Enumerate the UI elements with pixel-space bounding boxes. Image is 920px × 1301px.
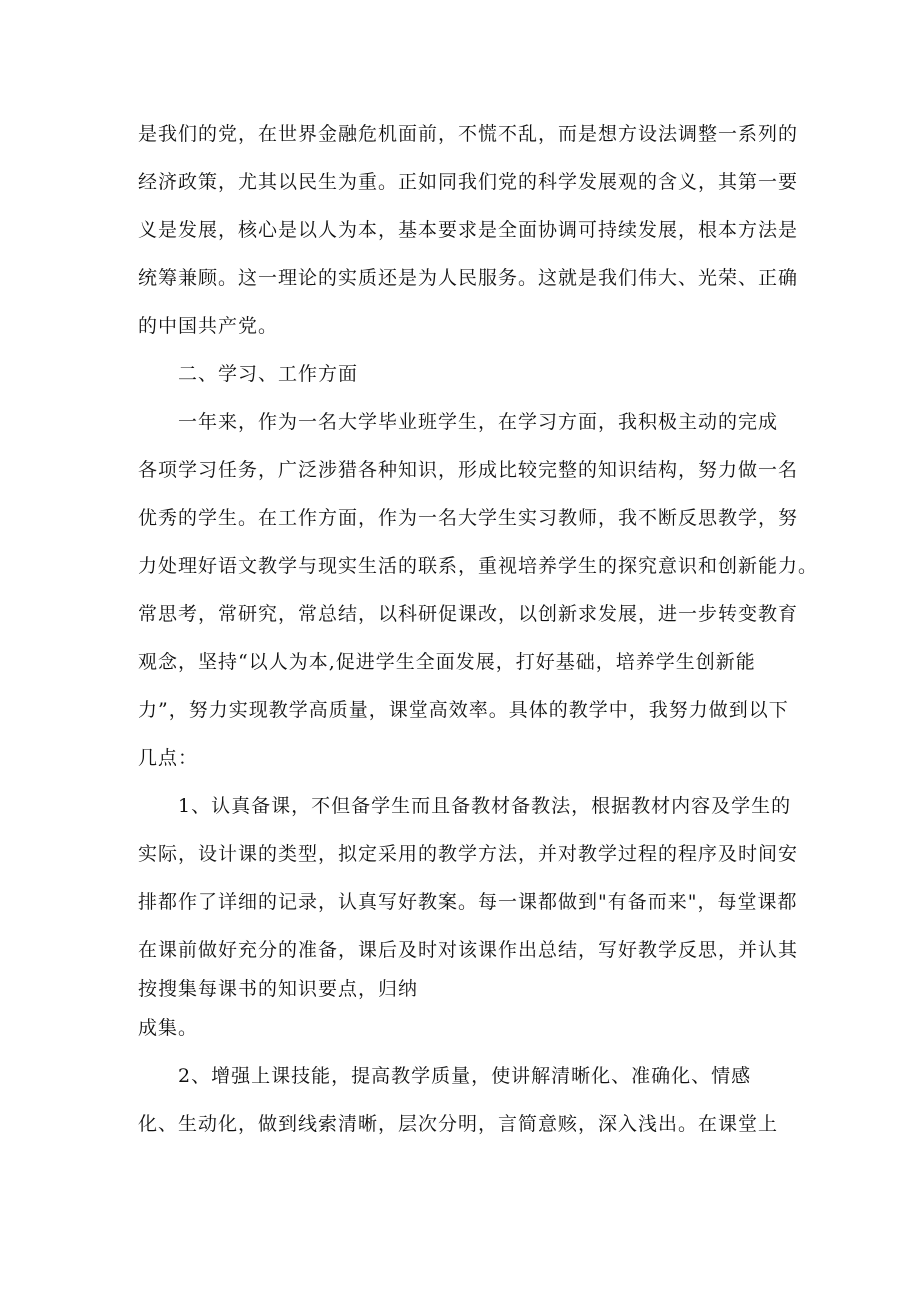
text-line: 力”，努力实现教学高质量，课堂高效率。具体的教学中，我努力做到以下 xyxy=(138,699,789,721)
text-line: 经济政策，尤其以民生为重。正如同我们党的科学发展观的含义，其第一要 xyxy=(138,171,799,193)
text-line: 按搜集每课书的知识要点，归纳 xyxy=(138,978,419,1000)
text-line: 2、增强上课技能，提高教学质量，使讲解清晰化、准确化、情感 xyxy=(178,1065,752,1087)
text-line: 的中国共产党。 xyxy=(138,315,279,337)
text-line: 实际，设计课的类型，拟定采用的教学方法，并对教学过程的程序及时间安 xyxy=(138,843,799,865)
text-line: 1、认真备课，不但备学生而且备教材备教法，根据教材内容及学生的 xyxy=(178,795,792,817)
document-body xyxy=(138,110,819,1148)
text-line: 一年来，作为一名大学毕业班学生，在学习方面，我积极主动的完成 xyxy=(178,411,779,433)
text-line: 排都作了详细的记录，认真写好教案。每一课都做到"有备而来"，每堂课都 xyxy=(138,891,798,913)
text-line: 是我们的党，在世界金融危机面前，不慌不乱，而是想方设法调整一系列的 xyxy=(138,123,799,145)
text-line: 几点： xyxy=(138,747,199,769)
text-line: 力处理好语文教学与现实生活的联系，重视培养学生的探究意识和创新能力。 xyxy=(138,555,819,577)
text-line: 优秀的学生。在工作方面，作为一名大学生实习教师，我不断反思教学，努 xyxy=(138,507,799,529)
text-line: 义是发展，核心是以人为本，基本要求是全面协调可持续发展，根本方法是 xyxy=(138,219,799,241)
text-line: 观念，坚持“以人为本,促进学生全面发展，打好基础，培养学生创新能 xyxy=(138,651,756,673)
text-line: 各项学习任务，广泛涉猎各种知识，形成比较完整的知识结构，努力做一名 xyxy=(138,459,799,481)
text-line: 统筹兼顾。这一理论的实质还是为人民服务。这就是我们伟大、光荣、正确 xyxy=(138,267,799,289)
text-line: 化、生动化，做到线索清晰，层次分明，言简意赅，深入浅出。在课堂上 xyxy=(138,1113,779,1135)
text-line: 在课前做好充分的准备，课后及时对该课作出总结，写好教学反思，并认其 xyxy=(138,939,799,961)
section-heading: 二、学习、工作方面 xyxy=(178,363,359,385)
text-line: 成集。 xyxy=(138,1017,199,1039)
text-line: 常思考，常研究，常总结，以科研促课改，以创新求发展，进一步转变教育 xyxy=(138,603,799,625)
